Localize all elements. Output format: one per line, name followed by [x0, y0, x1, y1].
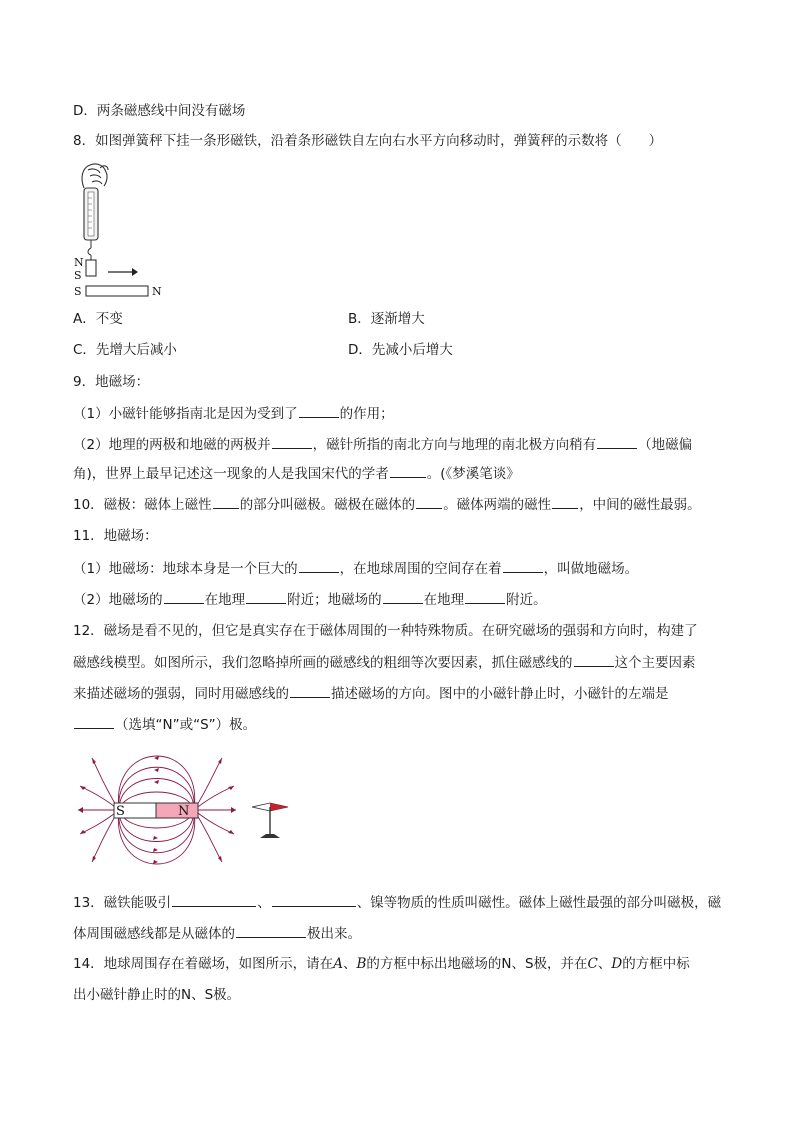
q14-sep1: 、 [342, 956, 357, 972]
q12-line2-text-a: 磁感线模型。如图所示，我们忽略掉所画的磁感线的粗细等次要因素，抓住磁感线的 [73, 655, 573, 671]
q9-part2-text-a: （2）地理的两极和地磁的两极并 [73, 437, 271, 453]
q8-option-b: B．逐渐增大 [348, 311, 425, 327]
q8-option-c: C．先增大后减小 [73, 342, 177, 358]
answer-blank[interactable] [246, 589, 286, 604]
q14-line2: 出小磁针静止时的N、S极。 [73, 987, 241, 1003]
answer-blank[interactable] [272, 892, 356, 907]
q9-part2-text-e: 。(《梦溪笔谈》 [426, 466, 520, 482]
q12-line4-text: （选填“N”或“S”）极。 [115, 717, 257, 733]
answer-blank[interactable] [552, 494, 578, 509]
q14-text-b: 的方框中标出地磁场的N、S极，并在 [366, 956, 588, 972]
answer-blank[interactable] [299, 403, 339, 418]
q9-part2 [73, 434, 692, 455]
q9-stem: 9．地磁场： [73, 374, 150, 390]
q14-sep2: 、 [597, 956, 612, 972]
q8-spring-scale-figure [70, 160, 180, 302]
q9-part1 [73, 403, 394, 424]
q11-part1-text-c: ，叫做地磁场。 [543, 561, 639, 577]
right-arrow-icon [108, 268, 138, 276]
q13-text-c: 、镍等物质的性质叫磁性。磁体上磁性最强的部分叫磁极，磁 [356, 895, 722, 911]
q14-line1 [73, 954, 690, 974]
q9-part2-cont [73, 463, 520, 484]
q13-line2 [73, 923, 361, 944]
spring-scale [84, 188, 98, 260]
q11-part2-text-b: 在地理 [204, 592, 246, 608]
bar-magnet-s-label: S [74, 285, 82, 298]
q12-line2-text-b: 这个主要因素 [614, 655, 696, 671]
answer-blank[interactable] [503, 558, 543, 573]
q13-line1 [73, 892, 721, 913]
q10-text-d: ，中间的磁性最弱。 [579, 497, 701, 513]
answer-blank[interactable] [465, 589, 505, 604]
q10-text-c: 。磁体两端的磁性 [443, 497, 552, 513]
q14-label-a: A [333, 956, 343, 972]
q14-label-c: C [587, 956, 598, 972]
q13-text-b: 、 [257, 895, 271, 911]
q12-line2 [73, 652, 696, 673]
q7-option-d: D．两条磁感线中间没有磁场 [73, 103, 246, 119]
bar-magnet-s-label: S [116, 804, 125, 819]
q8-stem: 8．如图弹簧秤下挂一条形磁铁，沿着条形磁铁自左向右水平方向移动时，弹簧秤的示数将（ ） [73, 133, 663, 149]
q9-part2-text-d: 角)，世界上最早记述这一现象的人是我国宋代的学者 [73, 466, 389, 482]
answer-blank[interactable] [383, 589, 423, 604]
bar-magnet-n-label: N [178, 804, 190, 819]
q9-part1-text-a: （1）小磁针能够指南北是因为受到了 [73, 406, 298, 422]
q10-text-b: 的部分叫磁极。磁极在磁体的 [239, 497, 416, 513]
hanging-magnet [86, 260, 96, 276]
answer-blank[interactable] [290, 683, 330, 698]
q10-text-a: 10．磁极：磁体上磁性 [73, 497, 212, 513]
q8-option-d: D．先减小后增大 [348, 342, 453, 358]
q11-part2-text-c: 附近；地磁场的 [287, 592, 382, 608]
q13-line2-text-a: 体周围磁感线都是从磁体的 [73, 926, 235, 942]
compass-needle-icon [252, 803, 288, 838]
q11-part2 [73, 589, 547, 610]
answer-blank[interactable] [236, 923, 306, 938]
q12-line1: 12．磁场是看不见的，但它是真实存在于磁体周围的一种特殊物质。在研究磁场的强弱和方向时，构建了 [73, 623, 698, 639]
q11-stem: 11．地磁场： [73, 528, 158, 544]
answer-blank[interactable] [597, 434, 637, 449]
q12-line3-text-a: 来描述磁场的强弱，同时用磁感线的 [73, 686, 289, 702]
q14-label-d: D [611, 956, 623, 972]
answer-blank[interactable] [390, 463, 426, 478]
answer-blank[interactable] [74, 714, 114, 729]
q11-part2-text-d: 在地理 [423, 592, 465, 608]
q12-magnetic-field-figure [74, 748, 304, 870]
q14-label-b: B [356, 956, 367, 972]
bar-magnet-n-label: N [152, 285, 162, 298]
bar-magnet [86, 286, 148, 296]
q11-part2-text-e: 附近。 [506, 592, 547, 608]
q14-text-c: 的方框中标 [622, 956, 690, 972]
q10-line [73, 494, 701, 515]
answer-blank[interactable] [272, 434, 312, 449]
answer-blank[interactable] [574, 652, 614, 667]
hanging-magnet-s-label: S [74, 269, 82, 282]
q9-part2-text-c: （地磁偏 [638, 437, 693, 453]
hand-icon [82, 164, 108, 188]
q13-text-a: 13．磁铁能吸引 [73, 895, 172, 911]
q11-part1 [73, 558, 638, 579]
hanging-magnet-n-label: N [74, 256, 84, 269]
answer-blank[interactable] [299, 558, 339, 573]
q11-part1-text-b: ，在地球周围的空间存在着 [339, 561, 502, 577]
q12-line3 [73, 683, 669, 704]
answer-blank[interactable] [164, 589, 204, 604]
q12-line4 [73, 714, 256, 735]
q11-part2-text-a: （2）地磁场的 [73, 592, 163, 608]
q12-line3-text-b: 描述磁场的方向。图中的小磁针静止时，小磁针的左端是 [331, 686, 669, 702]
answer-blank[interactable] [213, 494, 239, 509]
q11-part1-text-a: （1）地磁场：地球本身是一个巨大的 [73, 561, 298, 577]
q8-option-a: A．不变 [73, 311, 123, 327]
q13-line2-text-b: 极出来。 [307, 926, 361, 942]
answer-blank[interactable] [416, 494, 442, 509]
q9-part2-text-b: ，磁针所指的南北方向与地理的南北极方向稍有 [312, 437, 597, 453]
answer-blank[interactable] [172, 892, 256, 907]
q9-part1-text-b: 的作用； [339, 406, 394, 422]
q14-text-a: 14．地球周围存在着磁场，如图所示，请在 [73, 956, 334, 972]
